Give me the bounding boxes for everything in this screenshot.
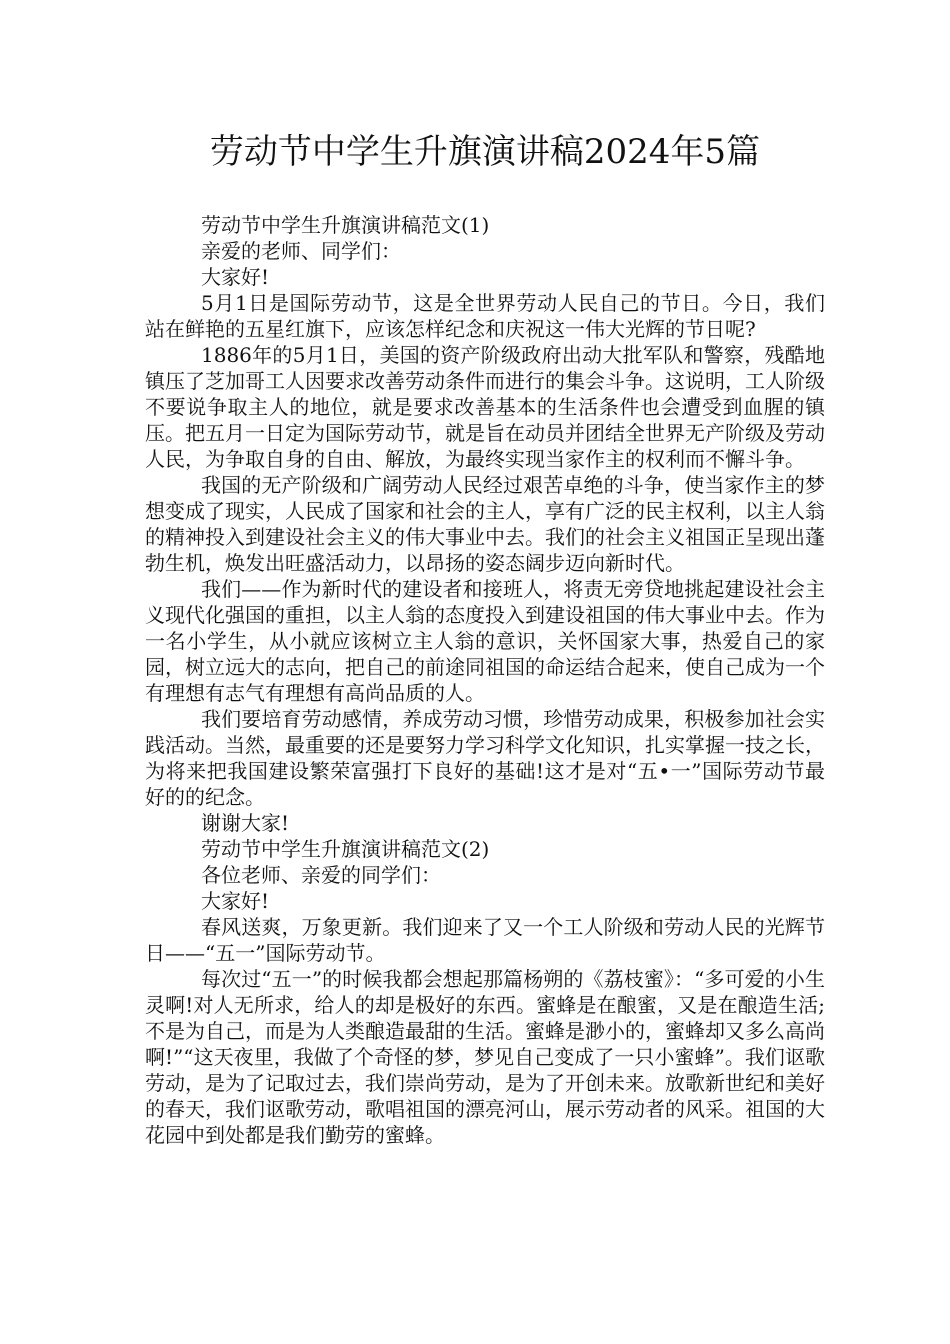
paragraph-greeting-1: 大家好! <box>201 265 270 289</box>
document-page <box>145 128 825 1148</box>
paragraph-body: 我们——作为新时代的建设者和接班人，将责无旁贷地挑起建设社会主义现代化强国的重担，以主人翁的态度投入到建设祖国的伟大事业中去。作为一名小学生，从小就应该树立主人翁的意识，关怀国家大事，热爱自己的家园，树立远大的志向，把自己的前途同祖国的命运结合起来，使自己成为一个有理想有志气有理想有高尚品质的人。 <box>145 577 825 705</box>
paragraph-body: 1886年的5月1日，美国的资产阶级政府出动大批军队和警察，残酷地镇压了芝加哥工人因要求改善劳动条件而进行的集会斗争。这说明，工人阶级不要说争取主人的地位，就是要求改善基本的生活条件也会遭受到血腥的镇压。把五月一日定为国际劳动节，就是旨在动员并团结全世界无产阶级及劳动人民，为争取自身的自由、解放，为最终实现当家作主的权利而不懈斗争。 <box>145 343 825 471</box>
document-title: 劳动节中学生升旗演讲稿2024年5篇 <box>209 132 761 172</box>
paragraph-body: 我国的无产阶级和广阔劳动人民经过艰苦卓绝的斗争，使当家作主的梦想变成了现实，人民成了国家和社会的主人，享有广泛的民主权利，以主人翁的精神投入到建设社会主义的伟大事业中去。我们的社会主义祖国正呈现出蓬勃生机，焕发出旺盛活动力，以昂扬的姿态阔步迈向新时代。 <box>145 473 825 575</box>
paragraph-heading-1: 劳动节中学生升旗演讲稿范文(1) <box>201 213 490 237</box>
paragraph-greeting-2: 大家好! <box>201 889 270 913</box>
paragraph-body: 春风送爽，万象更新。我们迎来了又一个工人阶级和劳动人民的光辉节日——“五一”国际劳动节。 <box>145 915 825 965</box>
paragraph-body: 我们要培育劳动感情，养成劳动习惯，珍惜劳动成果，积极参加社会实践活动。当然，最重要的还是要努力学习科学文化知识，扎实掌握一技之长，为将来把我国建设繁荣富强打下良好的基础!这才是对“五•一”国际劳动节最好的的纪念。 <box>145 707 825 809</box>
paragraph-heading-2: 劳动节中学生升旗演讲稿范文(2) <box>201 837 490 861</box>
paragraph-body: 每次过“五一”的时候我都会想起那篇杨朔的《荔枝蜜》：“多可爱的小生灵啊!对人无所求，给人的却是极好的东西。蜜蜂是在酿蜜，又是在酿造生活;不是为自己，而是为人类酿造最甜的生活。蜜蜂是渺小的，蜜蜂却又多么高尚啊!”“这天夜里，我做了个奇怪的梦，梦见自己变成了一只小蜜蜂”。我们讴歌劳动，是为了记取过去，我们崇尚劳动，是为了开创未来。放歌新世纪和美好的春天，我们讴歌劳动，歌唱祖国的漂亮河山，展示劳动者的风采。祖国的大花园中到处都是我们勤劳的蜜蜂。 <box>145 967 825 1147</box>
paragraph-salutation-1: 亲爱的老师、同学们： <box>201 239 401 263</box>
paragraph-salutation-2: 各位老师、亲爱的同学们： <box>201 863 441 887</box>
paragraph-thanks: 谢谢大家! <box>201 811 290 835</box>
document-body <box>145 212 825 1148</box>
paragraph-body: 5月1日是国际劳动节，这是全世界劳动人民自己的节日。今日，我们站在鲜艳的五星红旗下，应该怎样纪念和庆祝这一伟大光辉的节日呢? <box>145 291 825 341</box>
